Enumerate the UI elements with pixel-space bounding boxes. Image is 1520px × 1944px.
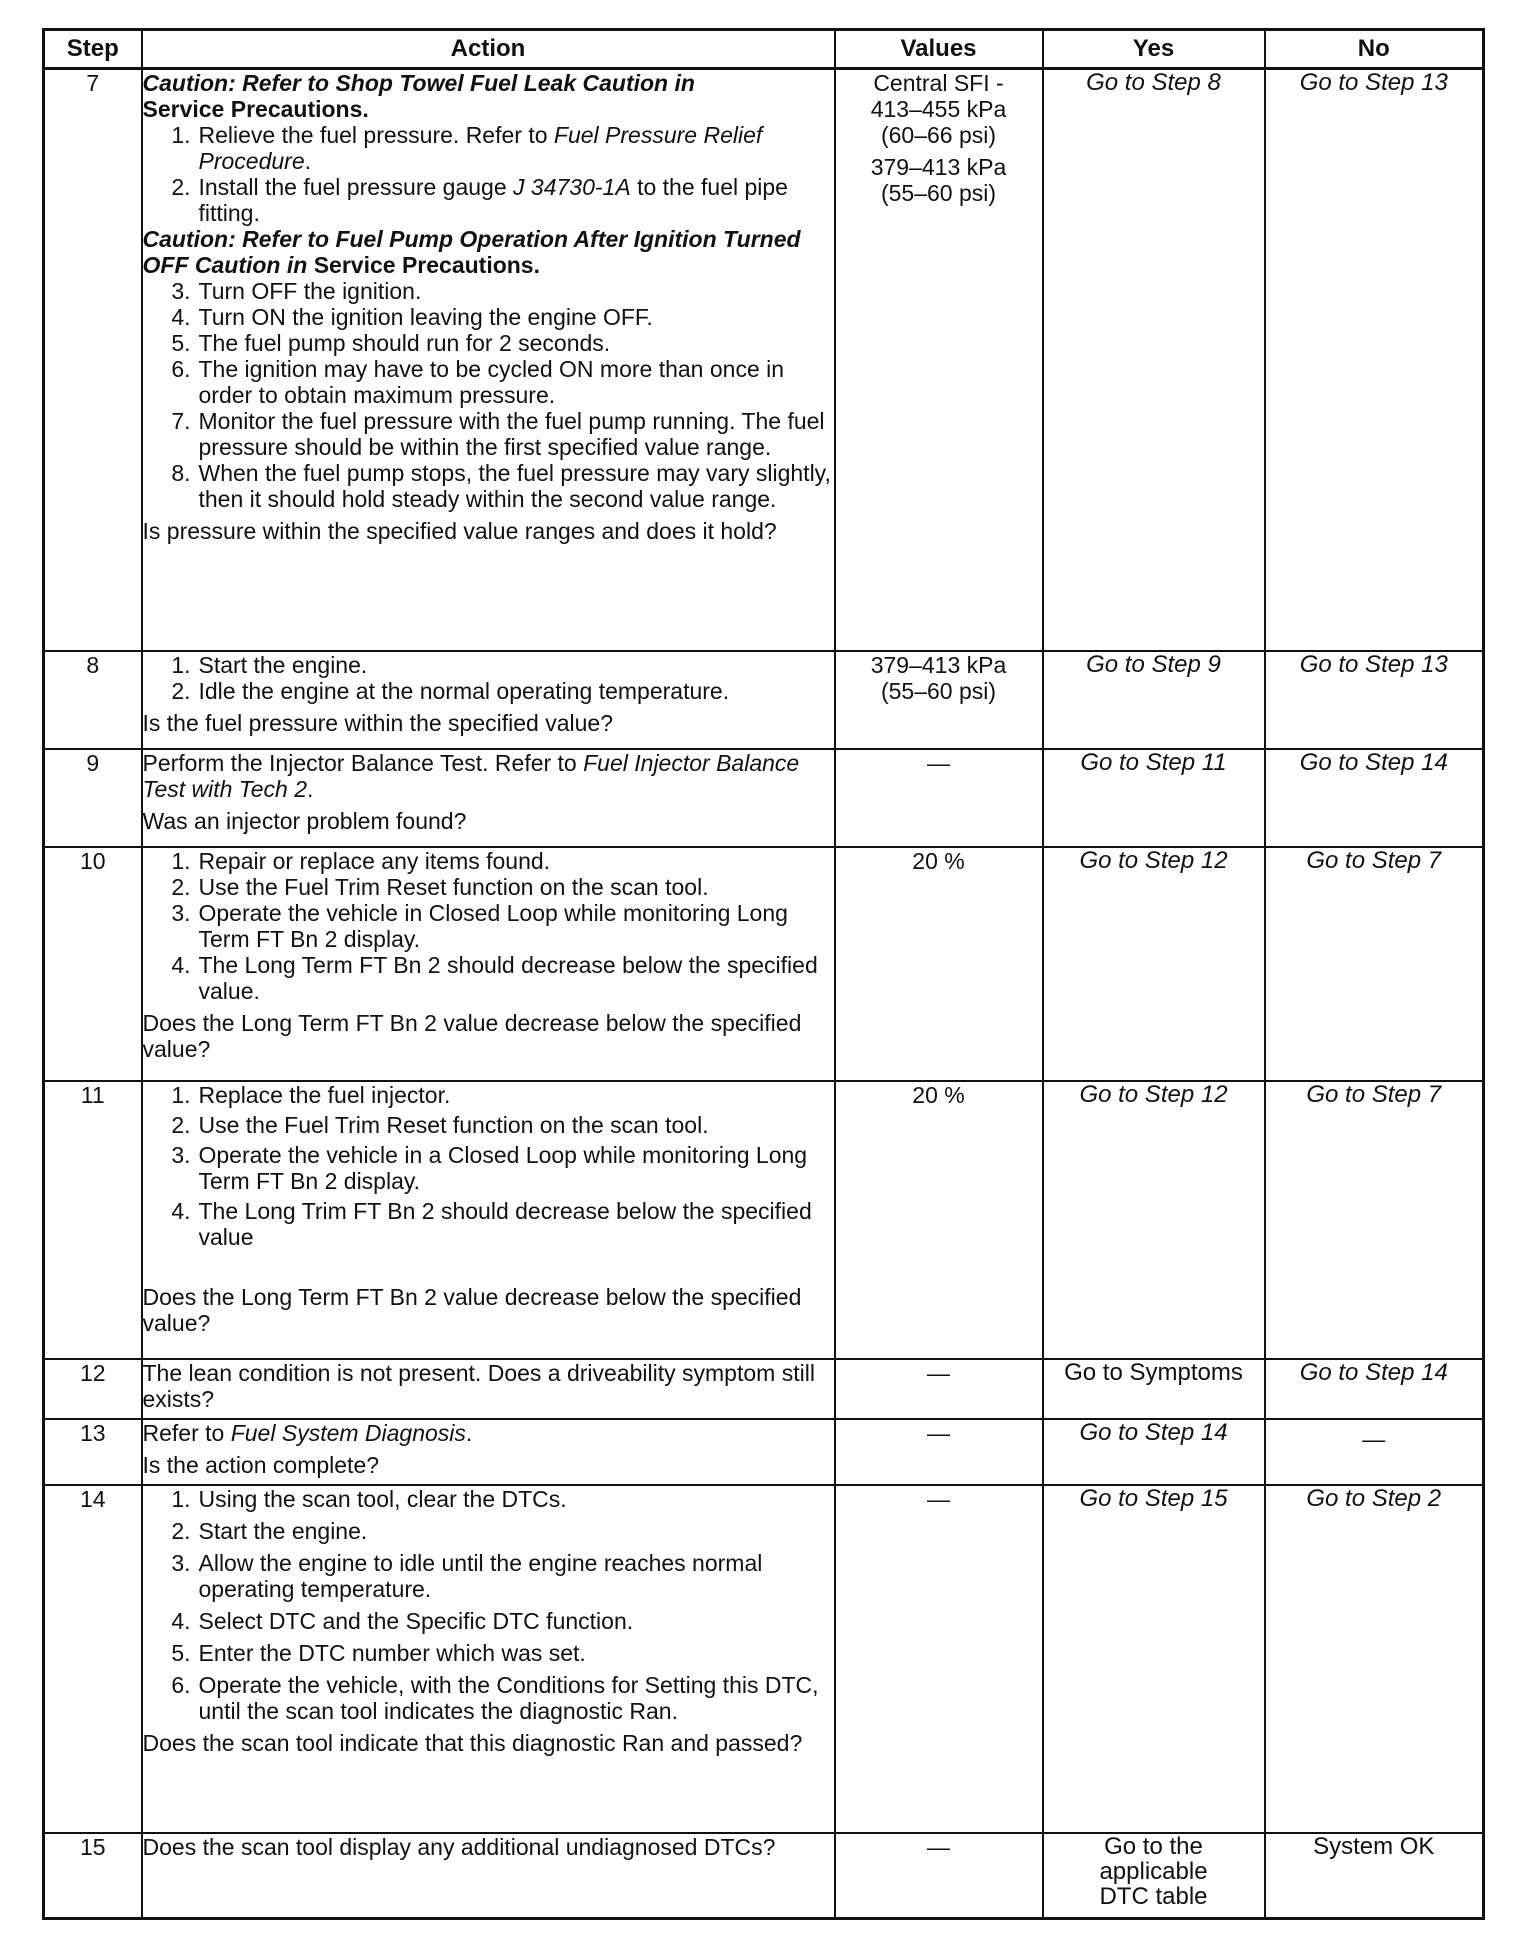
action-cell: The lean condition is not present. Does a driveability symptom still exists?: [142, 1359, 835, 1419]
procedure-list: [143, 122, 834, 226]
action-cell: Does the scan tool display any additional undiagnosed DTCs?: [142, 1833, 835, 1919]
step-number: 7: [44, 69, 142, 651]
action-cell: Perform the Injector Balance Test. Refer to Fuel Injector Balance Test with Tech 2. Was an injector problem found?: [142, 749, 835, 847]
question-text: Was an injector problem found?: [142, 807, 467, 834]
procedure-reference: Fuel Injector Balance Test with Tech 2: [142, 749, 800, 802]
list-item: 4. The Long Term FT Bn 2 should decrease below the specified value.: [171, 951, 818, 1004]
list-item: 2. Use the Fuel Trim Reset function on the scan tool.: [171, 1111, 709, 1138]
question-text: Is the fuel pressure within the specified value?: [142, 709, 613, 736]
table-row-step-11: [44, 1081, 1484, 1359]
table-row-step-9: [44, 749, 1484, 847]
question-text: Does the scan tool indicate that this diagnostic Ran and passed?: [142, 1729, 803, 1756]
yes-outcome: Go to Step 14: [1043, 1419, 1265, 1485]
no-outcome: System OK: [1265, 1833, 1484, 1919]
question-text: Is pressure within the specified value ranges and does it hold?: [142, 518, 777, 544]
action-cell: Refer to Fuel System Diagnosis. Is the action complete?: [142, 1419, 835, 1485]
header-no: No: [1265, 30, 1484, 69]
diagnostic-table: [42, 28, 1485, 1920]
action-cell: [142, 1081, 835, 1359]
step-number: 13: [44, 1419, 142, 1485]
step-number: 11: [44, 1081, 142, 1359]
list-item: 1. Start the engine.: [171, 651, 368, 678]
procedure-list: [143, 278, 834, 512]
table-row-step-13: [44, 1419, 1484, 1485]
list-item: 6. The ignition may have to be cycled ON more than once in order to obtain maximum pressure.: [171, 356, 785, 408]
no-outcome: Go to Step 7: [1265, 1081, 1484, 1359]
action-cell: [142, 847, 835, 1081]
no-outcome: Go to Step 7: [1265, 847, 1484, 1081]
table-row-step-8: [44, 651, 1484, 749]
caution-note: Caution: Refer to Shop Towel Fuel Leak Caution in Service Precautions.: [142, 70, 695, 122]
list-item: 8. When the fuel pump stops, the fuel pressure may vary slightly, then it should hold steady within the second value range.: [171, 460, 831, 512]
header-yes: Yes: [1043, 30, 1265, 69]
values-cell: 20 %: [835, 1081, 1043, 1359]
header-action: Action: [142, 30, 835, 69]
yes-outcome: Go to Step 12: [1043, 847, 1265, 1081]
values-cell: 379–413 kPa (55–60 psi): [835, 651, 1043, 749]
values-cell: Central SFI - 413–455 kPa (60–66 psi) 379–413 kPa (55–60 psi): [835, 69, 1043, 651]
action-cell: [142, 651, 835, 749]
list-item: 6. Operate the vehicle, with the Conditions for Setting this DTC, until the scan tool indicates the diagnostic Ran.: [171, 1671, 819, 1724]
procedure-list: [143, 1082, 834, 1250]
step-number: 8: [44, 651, 142, 749]
list-item: 3. Allow the engine to idle until the engine reaches normal operating temperature.: [171, 1549, 763, 1602]
yes-outcome: Go to Step 8: [1043, 69, 1265, 651]
step-number: 14: [44, 1485, 142, 1833]
yes-outcome: Go to Step 15: [1043, 1485, 1265, 1833]
caution-note: Caution: Refer to Fuel Pump Operation After Ignition Turned OFF Caution in Service Precautions.: [142, 226, 801, 278]
list-item: 1. Repair or replace any items found.: [171, 847, 551, 874]
list-item: 4. Select DTC and the Specific DTC function.: [171, 1607, 634, 1634]
list-item: 1. Relieve the fuel pressure. Refer to Fuel Pressure Relief Procedure.: [171, 122, 763, 174]
step-number: 10: [44, 847, 142, 1081]
table-row-step-12: [44, 1359, 1484, 1419]
table-row-step-7: [44, 69, 1484, 651]
yes-outcome: Go to the applicable DTC table: [1043, 1833, 1265, 1919]
step-number: 12: [44, 1359, 142, 1419]
header-row: [44, 30, 1484, 69]
action-cell: [142, 1485, 835, 1833]
list-item: 2. Idle the engine at the normal operating temperature.: [171, 677, 730, 704]
header-step: Step: [44, 30, 142, 69]
list-item: 3. Operate the vehicle in Closed Loop while monitoring Long Term FT Bn 2 display.: [171, 899, 788, 952]
header-values: Values: [835, 30, 1043, 69]
list-item: 3. Turn OFF the ignition.: [171, 278, 422, 304]
list-item: 2. Use the Fuel Trim Reset function on the scan tool.: [171, 873, 709, 900]
list-item: 1. Replace the fuel injector.: [171, 1081, 451, 1108]
list-item: 4. Turn ON the ignition leaving the engine OFF.: [171, 304, 653, 330]
yes-outcome: Go to Step 11: [1043, 749, 1265, 847]
values-cell: —: [835, 749, 1043, 847]
question-text: Is the action complete?: [142, 1451, 380, 1478]
question-text: Does the Long Term FT Bn 2 value decrease below the specified value?: [142, 1283, 802, 1336]
procedure-list: [143, 1486, 834, 1724]
no-outcome: Go to Step 13: [1265, 69, 1484, 651]
table-row-step-14: [44, 1485, 1484, 1833]
table-row-step-15: [44, 1833, 1484, 1919]
table-row-step-10: [44, 847, 1484, 1081]
values-cell: —: [835, 1419, 1043, 1485]
list-item: 5. Enter the DTC number which was set.: [171, 1639, 586, 1666]
no-outcome: Go to Step 14: [1265, 1359, 1484, 1419]
values-cell: —: [835, 1833, 1043, 1919]
values-cell: 20 %: [835, 847, 1043, 1081]
list-item: 3. Operate the vehicle in a Closed Loop while monitoring Long Term FT Bn 2 display.: [171, 1141, 808, 1194]
no-outcome: —: [1265, 1419, 1484, 1485]
step-number: 9: [44, 749, 142, 847]
list-item: 7. Monitor the fuel pressure with the fuel pump running. The fuel pressure should be within the first specified value range.: [171, 408, 825, 460]
step-number: 15: [44, 1833, 142, 1919]
no-outcome: Go to Step 13: [1265, 651, 1484, 749]
yes-outcome: Go to Symptoms: [1043, 1359, 1265, 1419]
yes-outcome: Go to Step 12: [1043, 1081, 1265, 1359]
values-cell: —: [835, 1485, 1043, 1833]
list-item: 1. Using the scan tool, clear the DTCs.: [171, 1485, 567, 1512]
no-outcome: Go to Step 14: [1265, 749, 1484, 847]
tool-reference: J 34730-1A: [513, 174, 631, 200]
list-item: 2. Install the fuel pressure gauge J 34730-1A to the fuel pipe fitting.: [171, 174, 788, 226]
yes-outcome: Go to Step 9: [1043, 651, 1265, 749]
list-item: 2. Start the engine.: [171, 1517, 368, 1544]
procedure-reference: Fuel System Diagnosis: [230, 1419, 466, 1446]
values-cell: —: [835, 1359, 1043, 1419]
question-text: Does the Long Term FT Bn 2 value decrease below the specified value?: [142, 1009, 802, 1062]
procedure-list: [143, 652, 834, 704]
list-item: 5. The fuel pump should run for 2 seconds.: [171, 330, 611, 356]
action-cell: [142, 69, 835, 651]
list-item: 4. The Long Trim FT Bn 2 should decrease below the specified value: [171, 1197, 812, 1250]
procedure-reference: Fuel Pressure Relief Procedure: [198, 122, 763, 174]
procedure-list: [143, 848, 834, 1004]
no-outcome: Go to Step 2: [1265, 1485, 1484, 1833]
